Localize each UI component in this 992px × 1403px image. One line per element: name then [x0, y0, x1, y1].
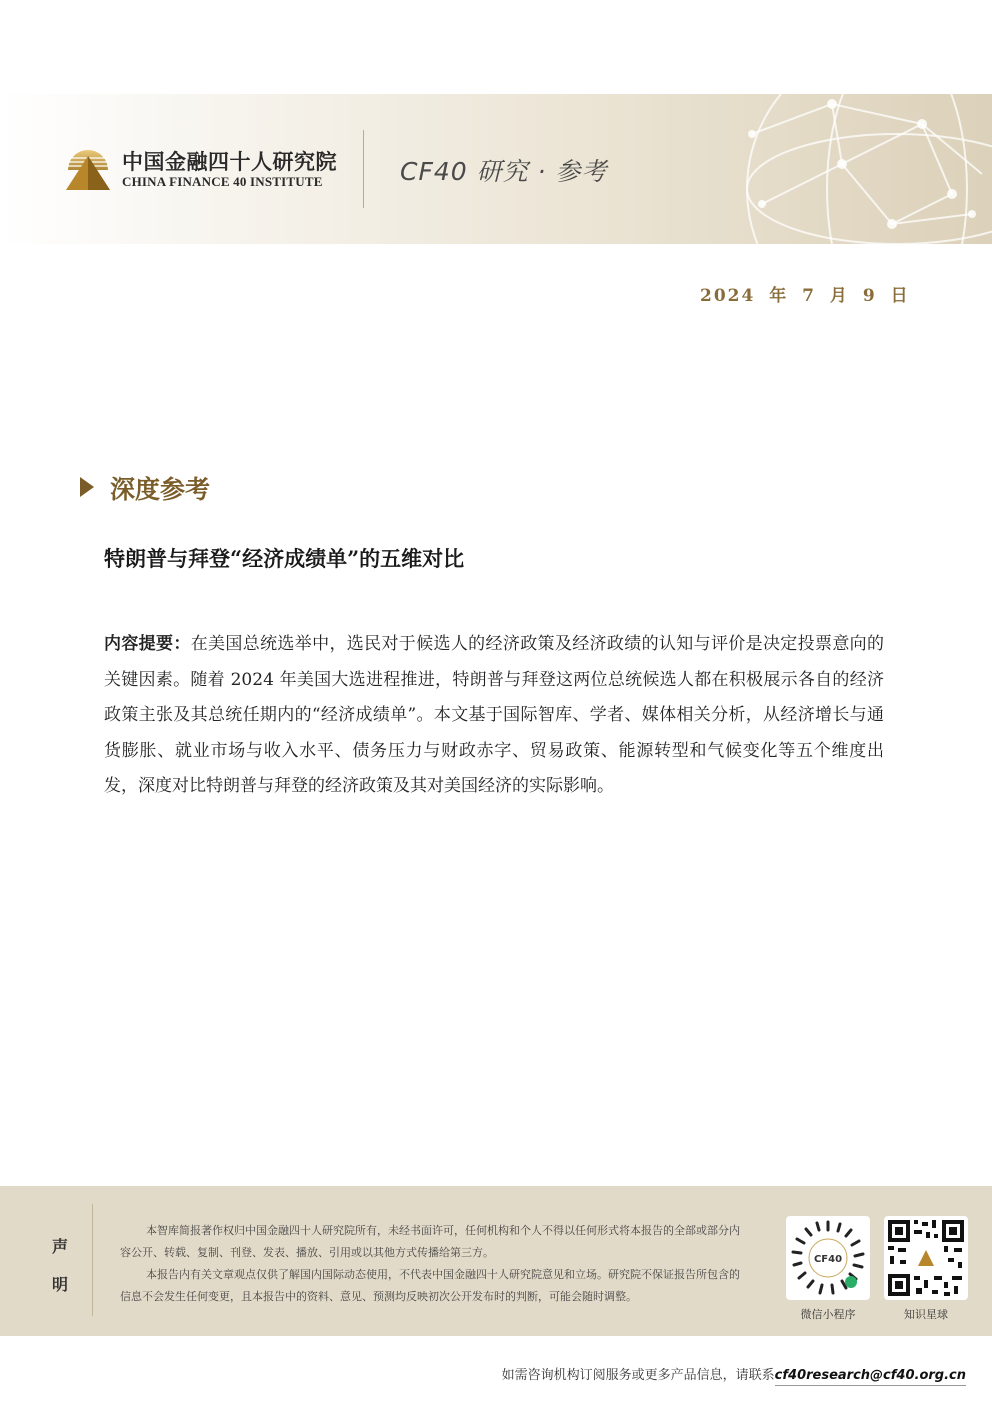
statement-paragraph-2: 本报告内有关文章观点仅供了解国内国际动态使用，不代表中国金融四十人研究院意见和立场。研究院不保证报告所包含的信息不会发生任何变更，且本报告中的资料、意见、预测均反映初次公开发布时的判断，可能会随时调整。 [120, 1268, 740, 1303]
abstract-label: 内容提要： [104, 634, 191, 654]
contact-line [502, 1364, 966, 1383]
gold-pyramid-sun-logo [64, 146, 112, 192]
knowledge-planet-qr[interactable] [884, 1216, 968, 1300]
miniprogram-code-icon [786, 1216, 870, 1300]
statement-label-char-2: 明 [51, 1275, 68, 1294]
header-band [0, 94, 992, 244]
publish-date: 2024 年 7 月 9 日 [700, 286, 910, 306]
contact-prefix: 如需咨询机构订阅服务或更多产品信息，请联系 [501, 1368, 775, 1383]
series-title: CF40 研究 · 参考 [400, 157, 608, 186]
statement-footer [0, 1186, 992, 1336]
triangle-right-icon [80, 477, 94, 497]
statement-label-char-1: 声 [51, 1237, 68, 1256]
abstract [104, 627, 884, 805]
qr-code-icon [884, 1216, 968, 1300]
org-name-cn: 中国金融四十人研究院 [122, 150, 337, 174]
qr1-text: CF40 [813, 1254, 843, 1265]
qr2-caption: 知识星球 [904, 1308, 948, 1321]
section-title: 深度参考 [110, 475, 211, 504]
contact-email-link[interactable]: cf40research@cf40.org.cn [775, 1368, 966, 1386]
statement-divider [92, 1204, 93, 1316]
globe-network-icon [692, 94, 992, 244]
article-title: 特朗普与拜登“经济成绩单”的五维对比 [104, 546, 465, 571]
wechat-miniprogram-qr[interactable] [786, 1216, 870, 1300]
header-divider [363, 130, 364, 208]
statement-text [120, 1220, 745, 1308]
qr1-caption: 微信小程序 [800, 1308, 856, 1321]
statement-label [50, 1228, 70, 1304]
org-name-en: CHINA FINANCE 40 INSTITUTE [122, 174, 323, 189]
abstract-body: 在美国总统选举中，选民对于候选人的经济政策及经济政绩的认知与评价是决定投票意向的关键因素。随着 2024 年美国大选进程推进，特朗普与拜登这两位总统候选人都在积极展示各自的经济政策主张及其总统任期内的“经济成绩单”。本文基于国际智库、学者、媒体相关分析，从经济增长与通货膨胀、就业市场与收入水平、债务压力与财政赤字、贸易政策、能源转型和气候变化等五个维度出发，深度对比特朗普与拜登的经济政策及其对美国经济的实际影响。 [104, 634, 885, 796]
statement-paragraph-1: 本智库简报著作权归中国金融四十人研究院所有，未经书面许可，任何机构和个人不得以任何形式将本报告的全部或部分内容公开、转载、复制、刊登、发表、播放、引用或以其他方式传播给第三方。 [120, 1224, 740, 1259]
